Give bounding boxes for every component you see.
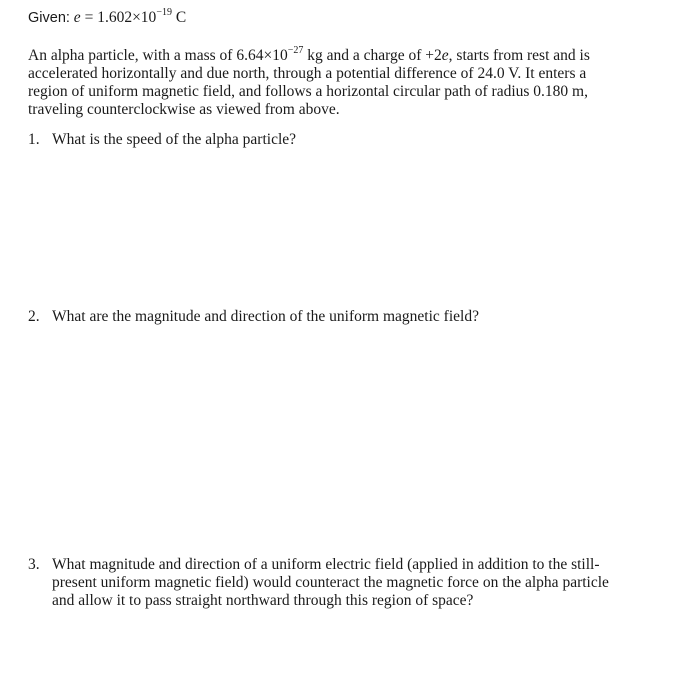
- question-line: present uniform magnetic field) would counteract the magnetic force on the alpha particle: [52, 574, 609, 591]
- question-text: [52, 556, 609, 610]
- question-line: What are the magnitude and direction of the uniform magnetic field?: [52, 308, 479, 325]
- charge-e: e: [441, 47, 449, 64]
- charge-text: kg and a charge of +2: [303, 47, 442, 64]
- charge-mantissa: 1.602×10: [97, 9, 157, 26]
- equals-sign: =: [84, 9, 94, 26]
- question-number: 1.: [28, 131, 40, 148]
- question-text: [52, 131, 296, 149]
- question-line: What magnitude and direction of a uniform electric field (applied in addition to the still-: [52, 556, 600, 573]
- problem-statement: [28, 47, 648, 119]
- mass-exponent: −27: [287, 45, 304, 56]
- problem-line-2: accelerated horizontally and due north, through a potential difference of 24.0 V. It enters a: [28, 65, 587, 82]
- question-line: and allow it to pass straight northward through this region of space?: [52, 592, 474, 609]
- charge-symbol: e: [73, 9, 81, 26]
- question-number: 3.: [28, 556, 40, 573]
- question-number: 2.: [28, 308, 40, 325]
- charge-unit: C: [175, 9, 187, 26]
- given-line: [28, 9, 186, 27]
- problem-line-1: [28, 47, 648, 65]
- mass-text: An alpha particle, with a mass of 6.64×10: [28, 47, 288, 64]
- given-label: Given:: [28, 10, 70, 26]
- question-text: [52, 308, 479, 326]
- question-line: What is the speed of the alpha particle?: [52, 131, 297, 148]
- charge-exponent: −19: [156, 7, 172, 18]
- problem-line-3: region of uniform magnetic field, and follows a horizontal circular path of radius 0.180 m,: [28, 83, 588, 100]
- line-1-end: , starts from rest and is: [448, 47, 590, 64]
- problem-line-4: traveling counterclockwise as viewed from above.: [28, 101, 340, 118]
